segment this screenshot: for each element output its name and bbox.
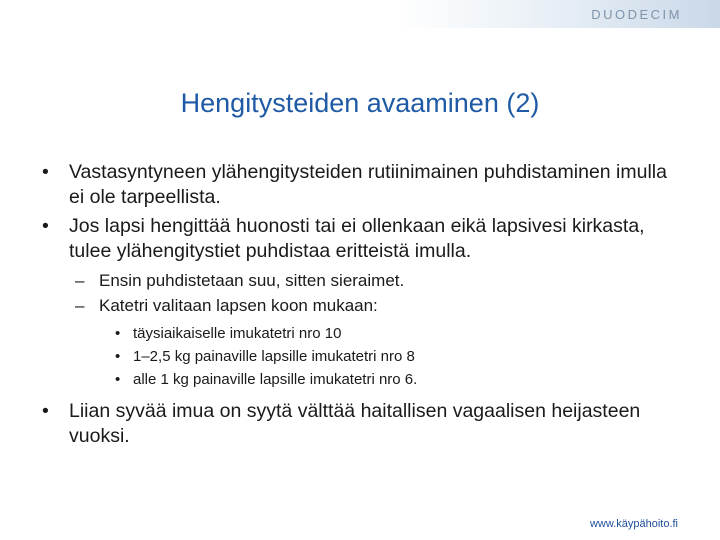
bullet-icon: • — [115, 348, 121, 365]
bullet-icon: • — [115, 325, 121, 342]
dash-icon: – — [75, 296, 85, 315]
sub-bullet-text: Katetri valitaan lapsen koon mukaan: — [99, 296, 378, 315]
bullet-text: Jos lapsi hengittää huonosti tai ei ollenkaan eikä lapsivesi kirkasta, tulee ylähengitystiet puhdistaa eritteistä imulla. — [69, 215, 645, 262]
bullet-text: Vastasyntyneen ylähengitysteiden rutiinimainen puhdistaminen imulla ei ole tarpeellista. — [69, 161, 667, 208]
bullet-icon: • — [42, 161, 49, 183]
slide-content — [40, 160, 680, 453]
bullet-item — [40, 160, 680, 210]
footer-url-link[interactable]: www.käypähoito.fi — [589, 518, 678, 530]
sub-bullet-item — [40, 268, 680, 293]
bullet-icon: • — [42, 215, 49, 237]
sub-sub-bullet-text: 1–2,5 kg painaville lapsille imukatetri nro 8 — [133, 348, 415, 365]
bullet-item — [40, 214, 680, 264]
sub-bullet-text: Ensin puhdistetaan suu, sitten sieraimet. — [99, 271, 405, 290]
sub-sub-bullet-item — [40, 345, 680, 368]
dash-icon: – — [75, 271, 85, 290]
sub-sub-bullet-list — [40, 322, 680, 391]
duodecim-logo: DUODECIM — [591, 7, 682, 22]
slide-title: Hengitysteiden avaaminen (2) — [180, 88, 540, 118]
sub-sub-bullet-text: alle 1 kg painaville lapsille imukatetri nro 6. — [133, 371, 418, 388]
bullet-text: Liian syvää imua on syytä välttää haitallisen vagaalisen heijasteen vuoksi. — [69, 400, 641, 447]
sub-sub-bullet-item — [40, 368, 680, 391]
bullet-item — [40, 399, 680, 449]
sub-bullet-item — [40, 293, 680, 318]
sub-sub-bullet-text: täysiaikaiselle imukatetri nro 10 — [133, 325, 342, 342]
bullet-icon: • — [42, 400, 49, 422]
sub-sub-bullet-item — [40, 322, 680, 345]
sub-bullet-list — [40, 268, 680, 318]
bullet-icon: • — [115, 371, 121, 388]
header-band — [0, 0, 720, 28]
